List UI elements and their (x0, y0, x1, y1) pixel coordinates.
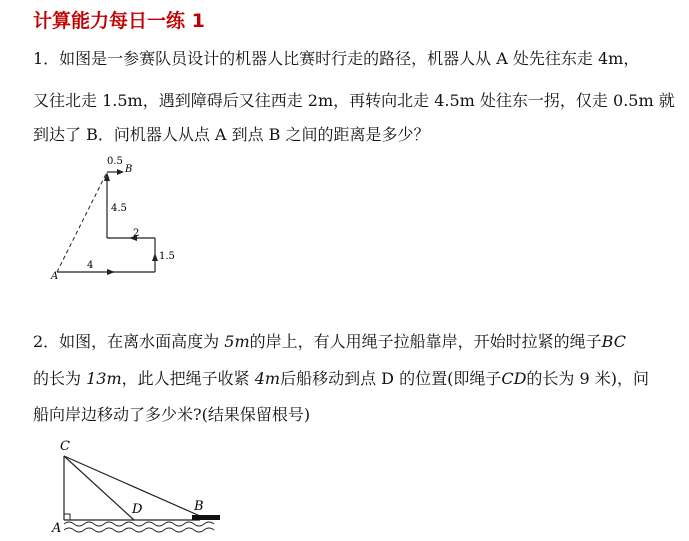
q1-arrow-north (152, 253, 158, 261)
q1-label-a: A (51, 271, 59, 280)
q1-label-4: 4 (87, 260, 94, 271)
q2-right-angle-mark (64, 514, 70, 520)
q1-label-0-5: 0.5 (107, 156, 123, 167)
q2-rope-length: 13m (86, 369, 122, 388)
q2-height-value: 5m (224, 332, 250, 351)
q2-rope-bc: BC (601, 332, 626, 351)
q1-text-line-1: 1．如图是一参赛队员设计的机器人比赛时行走的路径，机器人从 A 处先往东走 4m， (33, 49, 640, 68)
q2-label-a: A (52, 521, 62, 536)
q2-rope-cd: CD (501, 369, 527, 388)
q2-label-d: D (132, 502, 143, 517)
q1-text-line-2: 又往北走 1.5m，遇到障碍后又往西走 2m，再转向北走 4.5m 处往东一拐，仅走 0.5m 就 (33, 91, 675, 110)
q2-segment-cd (64, 456, 134, 520)
q2-boat-figure (50, 436, 230, 540)
q2-text-line-3: 船向岸边移动了多少米?(结果保留根号) (33, 405, 311, 424)
q2-text-segment: 的岸上，有人用绳子拉船靠岸，开始时拉紧的绳子 (249, 332, 602, 351)
q2-water-wave-2 (64, 528, 214, 532)
q1-arrow-east (107, 269, 115, 275)
q2-text-line-2 (33, 366, 649, 389)
q1-text-line-3: 到达了 B．问机器人从点 A 到点 B 之间的距离是多少？ (33, 125, 430, 144)
q2-label-b: B (194, 499, 204, 514)
q1-label-2: 2 (133, 228, 140, 239)
q2-text-segment: 2．如图，在离水面高度为 (33, 332, 225, 351)
q2-text-segment: 的长为 9 米)，问 (526, 369, 650, 388)
page-title: 计算能力每日一练 1 (33, 10, 205, 32)
q2-text-line-1 (33, 329, 626, 352)
q2-boat (192, 515, 220, 520)
q1-label-4-5: 4.5 (111, 203, 127, 214)
q1-label-1-5: 1.5 (159, 251, 175, 262)
q2-pull-length: 4m (254, 369, 281, 388)
q1-arrow-east-2 (117, 169, 124, 175)
q1-path-figure (45, 150, 185, 280)
q2-text-segment: 后船移动到点 D 的位置(即绳子 (280, 369, 502, 388)
q2-text-segment: ，此人把绳子收紧 (121, 369, 255, 388)
q2-text-segment: 的长为 (33, 369, 87, 388)
q2-water-wave-1 (64, 522, 214, 526)
q1-label-b: B (125, 164, 133, 175)
q1-segment-ab (57, 172, 107, 272)
q2-label-c: C (60, 439, 70, 454)
